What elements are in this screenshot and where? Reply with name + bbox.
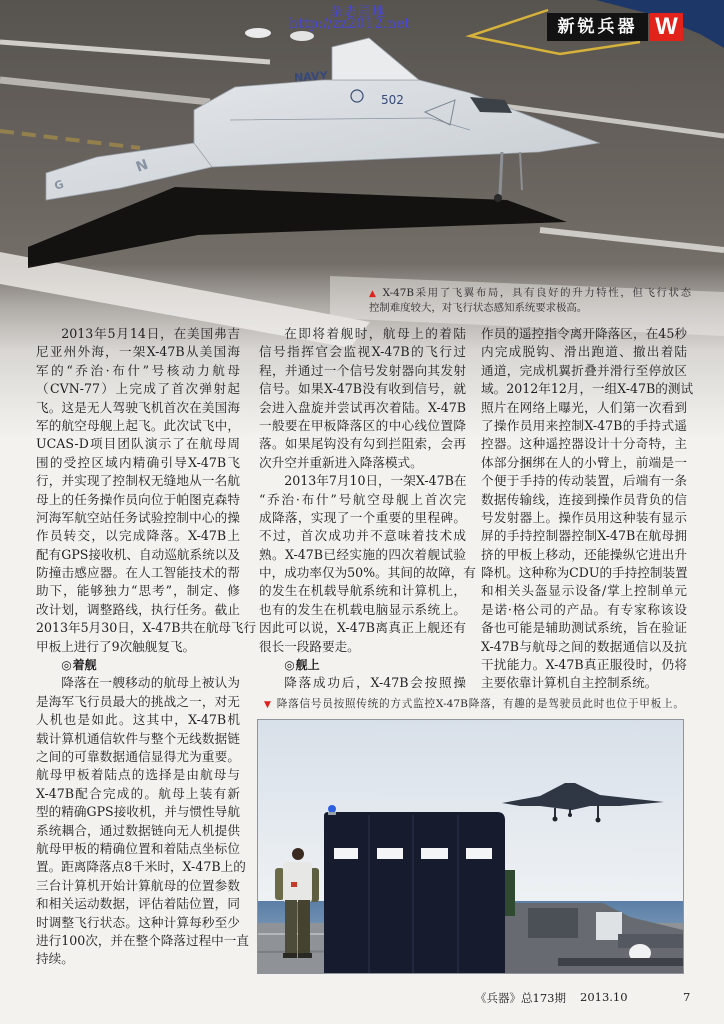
text-line: 的发生在机载导航系统和计算机上， <box>259 583 466 599</box>
section-logo: 新锐兵器 <box>547 13 648 41</box>
magazine-issue: 《兵器》总173期 <box>475 991 566 1005</box>
text-line: 尼亚州外海，一架X-47B从美国海 <box>36 344 240 360</box>
paragraph <box>259 674 466 692</box>
text-line: 2013年5月14日，在美国弗吉 <box>61 326 240 341</box>
text-line: 次升空并重新进入降落模式。 <box>259 454 423 470</box>
text-line: 助下，能够独力“思考”，制定、修 <box>36 583 240 599</box>
text-line: 内完成脱钩、滑出跑道、撤出着陆 <box>481 344 687 360</box>
text-line: 航母甲板的精确位置和着陆点坐标位 <box>36 840 240 856</box>
text-line: 配有GPS接收机、自动巡航系统以及 <box>36 546 240 562</box>
text-line: 信号指挥官会监视X-47B的飞行过 <box>259 344 466 360</box>
text-line: 成降落，实现了一个重要的里程碑。 <box>259 509 466 525</box>
text-line: 程，并通过一个信号发射器向其发射 <box>259 362 466 378</box>
top-photo-caption <box>369 286 691 315</box>
section-heading-on-deck <box>259 656 466 674</box>
text-line: 围的受控区域内精确引导X-47B飞 <box>36 454 240 470</box>
text-line: （CVN-77）上完成了首次弹射起 <box>36 381 240 397</box>
text-line: 不过，首次成功并不意味着技术成 <box>259 528 466 544</box>
text-line: 时调整飞行状态。这种计算每秒至少 <box>36 914 240 930</box>
text-line: 改计划，调整路线，执行任务。截止 <box>36 601 240 617</box>
paragraph <box>36 325 257 656</box>
text-line: 军的“乔治·布什”号核动力航母 <box>36 362 240 378</box>
article-column-1 <box>36 325 257 969</box>
text-line: 人机也是如此。这其中，X-47B机 <box>36 712 240 728</box>
text-line: 很长一段路要走。 <box>259 638 360 654</box>
paragraph <box>259 325 466 472</box>
text-line: 和相关运动数据，评估着陆位置，同 <box>36 896 240 912</box>
page-number: 7 <box>683 990 691 1004</box>
watermark-title: 杂志园地 <box>330 5 387 20</box>
text-line: 一般要在甲板降落区的中心线位置降 <box>259 417 466 433</box>
text-line: 了操作员用来控制X-47B的手持式遥 <box>481 417 687 433</box>
section-bullet-icon: ◎ <box>61 658 72 673</box>
text-line: 持续。 <box>36 951 74 967</box>
text-line: 进行100次，并在整个降落过程中一直 <box>36 932 249 948</box>
caption-text: 降落信号员按照传统的方式监控X-47B降落，有趣的是驾驶员此时也位于甲板上。 <box>276 698 684 710</box>
text-line: 2013年7月10日，一架X-47B在 <box>284 473 467 489</box>
text-line: 照片在网络上曝光，人们第一次看到 <box>481 399 687 415</box>
text-line: “乔治·布什”号航空母舰上首次完 <box>259 491 466 507</box>
article-column-2 <box>259 325 476 693</box>
text-line: 因此可以说，X-47B离真正上舰还有 <box>259 620 466 636</box>
caption-line: X-47B采用了飞翼布局，具有良好的升力特性，但飞行状态 <box>382 287 691 299</box>
text-line: 和相关头盔显示设备/掌上控制单元 <box>481 583 687 599</box>
text-line: 作员转交，以完成降落。X-47B上 <box>36 528 240 544</box>
caption-line: 控制难度较大，对飞行状态感知系统要求极高。 <box>369 302 588 314</box>
text-line: 干扰能力。X-47B真正服役时，仍将 <box>481 657 687 673</box>
photo-landing-signal-officer <box>258 720 683 973</box>
text-line: 系统耦合，通过数据链向无人机提供 <box>36 822 240 838</box>
text-line: 主要依靠计算机自主控制系统。 <box>481 675 658 691</box>
section-logo-letter: W <box>650 13 683 41</box>
text-line: 行，并实现了控制权无缝地从一名航 <box>36 473 240 489</box>
text-line: 落。如果尾钩没有勾到拦阻索，会再 <box>259 436 466 452</box>
text-line: 备也可能是辅助测试系统，旨在验证 <box>481 620 687 636</box>
paragraph <box>481 325 694 693</box>
text-line: 置。距离降落点8千米时，X-47B上的 <box>36 859 246 875</box>
text-line: 号发射器上。操作员用这种装有显示 <box>481 509 687 525</box>
text-line: 作员的遥控指令离开降落区，在45秒 <box>481 326 687 341</box>
text-line: X-47B配合完成的。航母上装有新 <box>36 785 240 801</box>
text-line: 型的精确GPS接收机，并与惯性导航 <box>36 804 240 820</box>
text-line: 个便于手持的传动装置，后端有一条 <box>481 473 687 489</box>
text-line: 载计算机通信软件与整个无线数据链 <box>36 730 240 746</box>
section-bullet-icon: ◎ <box>284 658 295 673</box>
article-column-3 <box>481 325 694 693</box>
text-line: 会进入盘旋并尝试再次着陆。X-47B <box>259 399 466 415</box>
text-line: 是诺·格公司的产品。有专家称该设 <box>481 601 687 617</box>
text-line: 通道，完成机翼折叠并滑行至停放区 <box>481 362 687 378</box>
text-line: 甲板上进行了9次触舰复飞。 <box>36 638 196 654</box>
text-line: 航母甲板着陆点的选择是由航母与 <box>36 767 240 783</box>
text-line: 域。2012年12月，一组X-47B的测试 <box>481 381 694 397</box>
text-line: 防撞击感应器。在人工智能技术的帮 <box>36 565 240 581</box>
text-line: 在即将着舰时，航母上的着陆 <box>284 326 466 341</box>
caption-triangle-down-icon: ▼ <box>264 700 272 710</box>
text-line: 降落在一艘移动的航母上被认为 <box>61 675 240 691</box>
text-line: 也有的发生在机载电脑显示系统上。 <box>259 601 466 617</box>
text-line: 母上的任务操作员向位于帕图克森特 <box>36 491 240 507</box>
text-line: 信号。如果X-47B没有收到信号，就 <box>259 381 466 397</box>
caption-triangle-up-icon: ▲ <box>369 289 378 299</box>
text-line: 是海军飞行员最大的挑战之一，对无 <box>36 693 240 709</box>
section-heading-text: 舰上 <box>295 658 320 673</box>
text-line: 体部分捆绑在人的小臂上，前端是一 <box>481 454 687 470</box>
watermark-url: http://zz2012.net <box>289 16 411 32</box>
section-heading-text: 着舰 <box>72 658 97 673</box>
paragraph <box>36 674 249 968</box>
text-line: 河海军航空站任务试验控制中心的操 <box>36 509 240 525</box>
issue-date: 2013.10 <box>580 990 628 1004</box>
text-line: 军的航空母舰上起飞。此次试飞中， <box>36 417 240 433</box>
text-line: 降机。这种称为CDU的手持控制装置 <box>481 565 688 581</box>
text-line: 屏的手持控制器控制X-47B在航母拥 <box>481 528 687 544</box>
text-line: 之间的可靠数据通信显得尤为重要。 <box>36 748 240 764</box>
text-line: 挤的甲板上移动，还能操纵它进出升 <box>481 546 687 562</box>
section-heading-landing <box>36 656 240 674</box>
beacon-light-icon <box>328 805 336 813</box>
text-line: 2013年5月30日，X-47B共在航母飞行 <box>36 620 257 636</box>
text-line: 降落成功后，X-47B会按照操 <box>284 675 466 691</box>
text-line: X-47B与航母之间的数据通信以及抗 <box>481 638 687 654</box>
paragraph <box>259 472 476 656</box>
bottom-photo-caption <box>264 697 684 712</box>
text-line: 数据传输线，连接到操作员背负的信 <box>481 491 687 507</box>
text-line: UCAS-D项目团队演示了在航母周 <box>36 436 240 452</box>
wind-screen <box>324 812 505 973</box>
text-line: 三台计算机开始计算航母的位置参数 <box>36 877 240 893</box>
text-line: 中，成功率仅为50%。其间的故障，有 <box>259 565 476 581</box>
text-line: 控器。这种遥控器设计十分奇特，主 <box>481 436 687 452</box>
text-line: 熟。X-47B已经实施的四次着舰试验 <box>259 546 466 562</box>
text-line: 飞。这是无人驾驶飞机首次在美国海 <box>36 399 240 415</box>
